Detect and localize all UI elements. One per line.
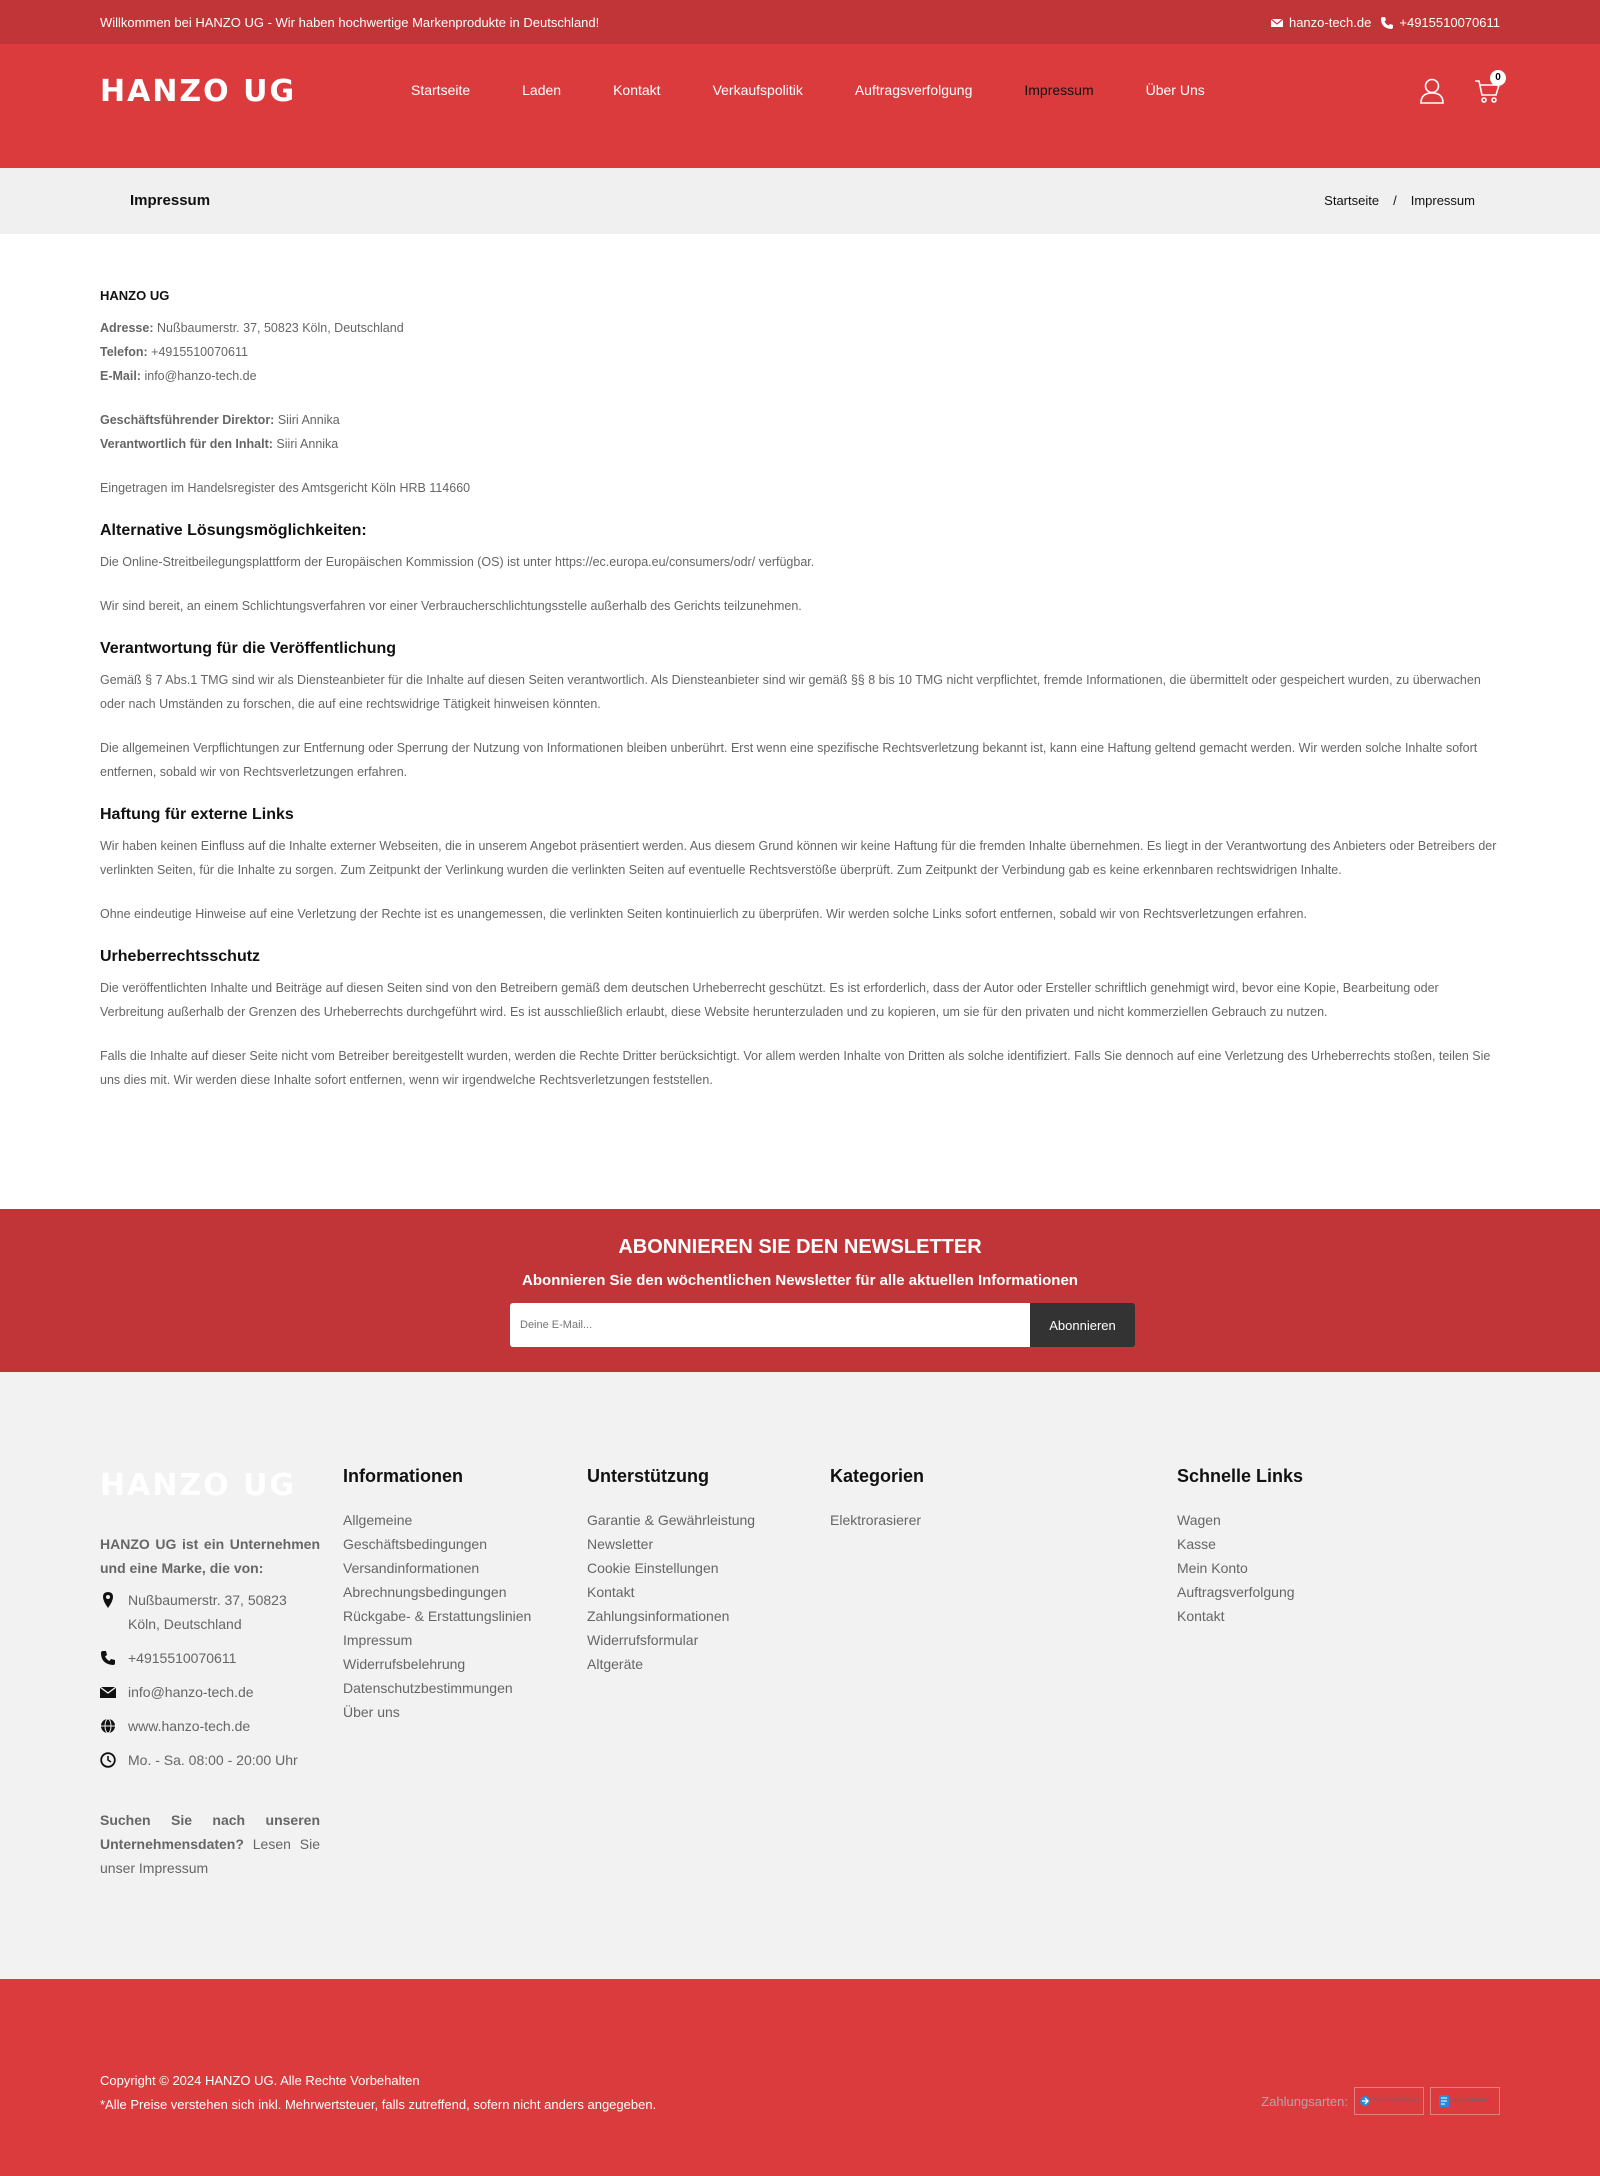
nav-startseite[interactable]: Startseite (411, 82, 471, 98)
newsletter-heading: ABONNIEREN SIE DEN NEWSLETTER (618, 1236, 982, 1258)
footer-logo: HANZO UG (100, 1468, 297, 1503)
footer-link[interactable]: Kontakt (587, 1584, 635, 1600)
bank-transfer-icon (1359, 2095, 1371, 2107)
map-marker-icon (100, 1592, 116, 1608)
top-bar (0, 0, 1600, 44)
phone-label: Telefon: (100, 345, 148, 359)
section-paragraph: Die veröffentlichten Inhalte und Beiträge auf diesen Seiten sind von den Betreibern gemäß dem deutschen Urheberrecht geschützt. Es ist erforderlich, dass der Autor oder Ersteller schriftlich genehmigt wird, bevor eine Kopie, Bearbeitung oder Verbreitung außerhalb der Grenzen des Urheberrechts durchgeführt wird. Es ist ausschließlich erlaubt, diese Website herunterzuladen und zu kopieren, um sie für den privaten und nicht kommerziellen Gebrauch zu nutzen. (100, 981, 1439, 1019)
footer-impressum-hint (100, 1808, 320, 1880)
footer-link[interactable]: Garantie & Gewährleistung (587, 1512, 756, 1528)
top-email[interactable] (1271, 15, 1371, 30)
footer-col-kategorien (830, 1464, 1050, 1532)
breadcrumb-bar (0, 168, 1600, 234)
email-line (100, 364, 1500, 388)
footer (0, 1372, 1600, 1979)
phone-icon (100, 1650, 116, 1666)
top-phone[interactable] (1381, 15, 1500, 30)
payment-cash-on-delivery (1430, 2087, 1500, 2115)
phone-icon (1381, 17, 1393, 29)
bottom-bar (0, 1979, 1600, 2176)
payment-label: Zahlungsarten: (1261, 2093, 1348, 2109)
footer-col-informationen (343, 1464, 573, 1724)
section-heading: Alternative Lösungsmöglichkeiten: (100, 522, 367, 539)
address-label: Adresse: (100, 321, 154, 335)
newsletter-section (0, 1209, 1600, 1372)
nav-kontakt[interactable]: Kontakt (613, 82, 661, 98)
footer-intro: HANZO UG ist ein Unternehmen und eine Marke, die von: (100, 1536, 320, 1576)
breadcrumb-separator: / (1393, 193, 1397, 208)
footer-link[interactable]: Kasse (1177, 1536, 1216, 1552)
responsible-line (100, 432, 1500, 456)
payment-cash-on-delivery-text: NACHNAHME (1452, 2098, 1491, 2104)
payment-bank-transfer (1354, 2087, 1424, 2115)
director-label: Geschäftsführender Direktor: (100, 413, 275, 427)
section-heading: Verantwortung für die Veröffentlichung (100, 640, 397, 657)
footer-col-title: Informationen (343, 1466, 463, 1486)
nav-auftragsverfolgung[interactable]: Auftragsverfolgung (854, 82, 973, 98)
footer-website-text: www.hanzo-tech.de (128, 1718, 251, 1734)
footer-phone[interactable] (100, 1646, 320, 1670)
impressum-content (100, 284, 1500, 1112)
footer-link[interactable]: Altgeräte (587, 1656, 644, 1672)
breadcrumb-current: Impressum (1410, 193, 1475, 208)
contact-block (100, 316, 1500, 388)
footer-search-rest[interactable]: Lesen Sie unser Impressum (100, 1836, 320, 1876)
copyright-text: Copyright © 2024 HANZO UG. Alle Rechte Vorbehalten (100, 2073, 420, 2088)
responsible-label: Verantwortlich für den Inhalt: (100, 437, 273, 451)
footer-link[interactable]: Impressum (343, 1632, 413, 1648)
section-paragraph: Die allgemeinen Verpflichtungen zur Entfernung oder Sperrung der Nutzung von Informationen bleiben unberührt. Erst wenn eine spezifische Rechtsverletzung bekannt ist, kann eine Haftung geltend gemacht werden. Wir werden solche Inhalte sofort entfernen, sobald wir von Rechtsverletzungen erfahren. (100, 741, 1478, 779)
company-name: HANZO UG (100, 288, 170, 303)
footer-col-unterstuetzung (587, 1464, 807, 1676)
nav-verkaufspolitik[interactable]: Verkaufspolitik (712, 82, 803, 98)
director-value: Siiri Annika (277, 413, 340, 427)
price-note: *Alle Preise verstehen sich inkl. Mehrwertsteuer, falls zutreffend, sofern nicht anders angegeben. (100, 2097, 657, 2112)
newsletter-subheading: Abonnieren Sie den wöchentlichen Newsletter für alle aktuellen Informationen (522, 1272, 1078, 1289)
main-nav (411, 82, 1257, 98)
phone-line (100, 340, 1500, 364)
footer-link[interactable]: Allgemeine Geschäftsbedingungen (343, 1512, 487, 1552)
envelope-icon (100, 1684, 116, 1700)
footer-link[interactable]: Auftragsverfolgung (1177, 1584, 1295, 1600)
envelope-icon (1271, 17, 1283, 29)
section-paragraph: Gemäß § 7 Abs.1 TMG sind wir als Diensteanbieter für die Inhalte auf diesen Seiten verantwortlich. Als Diensteanbieter sind wir gemäß §§ 8 bis 10 TMG nicht verpflichtet, fremde Informationen, die übermittelt oder gespeichert wurden, zu überwachen oder nach Umständen zu forschen, die auf eine rechtswidrige Tätigkeit hinweisen könnten. (100, 673, 1481, 711)
section-paragraph: Ohne eindeutige Hinweise auf eine Verletzung der Rechte ist es unangemessen, die verlinkten Seiten kontinuierlich zu überprüfen. Wir werden solche Links sofort entfernen, sobald wir von Rechtsverletzungen erfahren. (100, 907, 1307, 921)
phone-value: +4915510070611 (151, 345, 248, 359)
director-block (100, 408, 1500, 456)
nav-ueber-uns[interactable]: Über Uns (1145, 82, 1205, 98)
email-value[interactable]: info@hanzo-tech.de (144, 369, 257, 383)
nav-laden[interactable]: Laden (522, 82, 562, 98)
breadcrumb-home[interactable]: Startseite (1324, 193, 1380, 208)
cash-on-delivery-icon (1439, 2095, 1449, 2107)
copyright-block (100, 2069, 656, 2117)
footer-hours (100, 1748, 320, 1772)
footer-phone-text: +4915510070611 (128, 1650, 237, 1666)
footer-col-title: Unterstützung (587, 1466, 709, 1486)
page-title: Impressum (130, 192, 211, 209)
director-line (100, 408, 1500, 432)
address-line (100, 316, 1500, 340)
footer-link[interactable]: Rückgabe- & Erstattungslinien (343, 1608, 532, 1624)
user-icon[interactable] (1420, 78, 1444, 104)
responsible-value: Siiri Annika (276, 437, 339, 451)
footer-col-title: Kategorien (830, 1466, 925, 1486)
clock-icon (100, 1752, 116, 1768)
breadcrumb (1324, 193, 1475, 208)
footer-link[interactable]: Newsletter (587, 1536, 654, 1552)
footer-link[interactable]: Über uns (343, 1704, 400, 1720)
section-paragraph: Falls die Inhalte auf dieser Seite nicht vom Betreiber bereitgestellt wurden, werden die Rechte Dritter berücksichtigt. Vor allem werden Inhalte von Dritten als solche identifiziert. Falls Sie dennoch auf eine Verletzung des Urheberrechts stoßen, teilen Sie uns dies mit. Wir werden diese Inhalte sofort entfernen, wenn wir irgendwelche Rechtsverletzungen feststellen. (100, 1049, 1491, 1087)
header-icons (1420, 72, 1501, 109)
footer-link[interactable]: Versandinformationen (343, 1560, 480, 1576)
subscribe-button[interactable]: Abonnieren (1030, 1303, 1135, 1347)
footer-website[interactable] (100, 1714, 320, 1738)
email-label: E-Mail: (100, 369, 141, 383)
footer-link[interactable]: Abrechnungsbedingungen (343, 1584, 507, 1600)
main-header (0, 44, 1600, 168)
footer-link[interactable]: Datenschutzbestimmungen (343, 1680, 513, 1696)
top-phone-text: +4915510070611 (1399, 15, 1500, 30)
footer-email-text: info@hanzo-tech.de (128, 1684, 254, 1700)
footer-link[interactable]: Kontakt (1177, 1608, 1225, 1624)
footer-company-info (100, 1532, 320, 1880)
footer-link[interactable]: Widerrufsformular (587, 1632, 699, 1648)
footer-link[interactable]: Mein Konto (1177, 1560, 1248, 1576)
footer-search-bold: Suchen Sie nach unseren Unternehmensdaten? (100, 1812, 320, 1852)
section-paragraph: Die Online-Streitbeilegungsplattform der Europäischen Kommission (OS) ist unter https://ec.europa.eu/consumers/odr/ verfügbar. (100, 555, 815, 569)
welcome-text: Willkommen bei HANZO UG - Wir haben hochwertige Markenprodukte in Deutschland! (100, 15, 600, 30)
footer-col-schnelle-links (1177, 1464, 1397, 1628)
newsletter-email-input[interactable] (510, 1303, 1030, 1347)
footer-col-title: Schnelle Links (1177, 1466, 1304, 1486)
footer-address-text: Nußbaumerstr. 37, 50823 Köln, Deutschland (128, 1592, 287, 1632)
payment-methods (1261, 2087, 1500, 2115)
address-value: Nußbaumerstr. 37, 50823 Köln, Deutschland (156, 321, 404, 335)
section-heading: Haftung für externe Links (100, 806, 294, 823)
section-paragraph: Wir sind bereit, an einem Schlichtungsverfahren vor einer Verbraucherschlichtungsstelle außerhalb des Gerichts teilzunehmen. (100, 599, 802, 613)
top-email-text: hanzo-tech.de (1288, 15, 1372, 30)
footer-hours-text: Mo. - Sa. 08:00 - 20:00 Uhr (128, 1752, 298, 1768)
footer-link[interactable]: Zahlungsinformationen (587, 1608, 730, 1624)
footer-address (100, 1588, 320, 1636)
footer-link[interactable]: Elektrorasierer (830, 1512, 922, 1528)
newsletter-form (510, 1303, 1135, 1347)
payment-bank-transfer-text: ÜBERWEISUNG (1373, 2098, 1420, 2104)
register-text: Eingetragen im Handelsregister des Amtsgericht Köln HRB 114660 (100, 481, 471, 495)
top-contacts (1271, 15, 1500, 30)
globe-icon (100, 1718, 116, 1734)
nav-impressum[interactable]: Impressum (1024, 82, 1094, 98)
cart-button[interactable] (1474, 72, 1501, 109)
section-paragraph: Wir haben keinen Einfluss auf die Inhalte externer Webseiten, die in unserem Angebot präsentiert werden. Aus diesem Grund können wir keine Haftung für die fremden Inhalte übernehmen. Es liegt in der Verantwortung des Anbieters oder Betreibers der verlinkten Seiten, für die Inhalte zu sorgen. Zum Zeitpunkt der Verlinkung wurden die verlinkten Seiten auf eventuelle Rechtsverstöße überprüft. Zum Zeitpunkt der Verbindung gab es keine erkennbaren rechtswidrigen Inhalte. (100, 839, 1497, 877)
footer-link[interactable]: Cookie Einstellungen (587, 1560, 719, 1576)
section-heading: Urheberrechtsschutz (100, 948, 261, 965)
footer-link[interactable]: Wagen (1177, 1512, 1221, 1528)
cart-count-badge: 0 (1490, 70, 1506, 86)
footer-link[interactable]: Widerrufsbelehrung (343, 1656, 466, 1672)
footer-email[interactable] (100, 1680, 320, 1704)
site-logo[interactable]: HANZO UG (100, 74, 297, 109)
